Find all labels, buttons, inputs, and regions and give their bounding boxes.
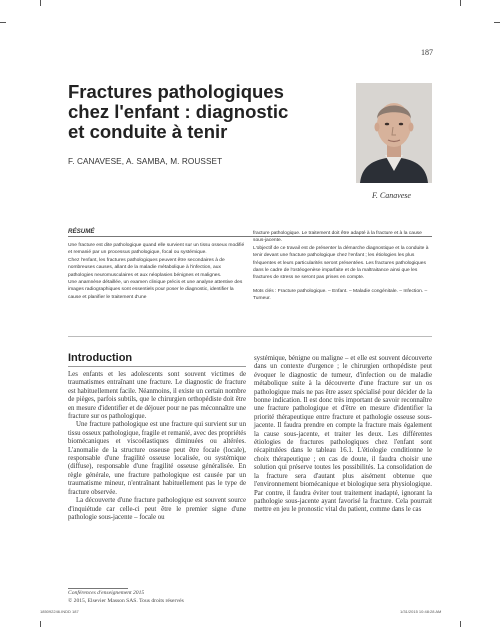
section-divider — [68, 366, 246, 367]
crop-mark — [40, 621, 41, 627]
abstract-heading: RÉSUMÉ — [68, 228, 95, 235]
footer-divider — [68, 588, 128, 589]
crop-mark — [494, 22, 500, 23]
abstract-bottom-divider — [68, 336, 432, 337]
crop-mark — [460, 621, 461, 627]
title-line: et conduite à tenir — [68, 121, 228, 142]
author-photo — [356, 83, 432, 183]
abstract-right-column — [253, 230, 431, 303]
print-slug-date: 1/31/2015 10:48:28 AM — [400, 609, 442, 614]
author-list: F. CANAVESE, A. SAMBA, M. ROUSSET — [68, 157, 223, 166]
footer-copyright: © 2015, Elsevier Masson SAS. Tous droits réservés — [68, 598, 184, 604]
body-right-column — [254, 355, 432, 515]
body-paragraph: systémique, bénigne ou maligne – et elle est souvent découverte dans un contexte d'urgence ; le chirurgien orthopédiste peut évoquer le diagnostic de tumeur, d'infection ou de maladie métabolique suite à la découverte d'une fracture sur un os pathologique mais ne pas être assez spécialisé pour décider de la bonne indication. Il est donc très important de savoir reconnaître une fracture pathologique et d'être en mesure d'identifier la priorité thérapeutique entre fracture et pathologie osseuse sous-jacente. Il faudra prendre en compte la fracture mais également la cause sous-jacente, et traiter les deux. Les différentes étiologies de fractures pathologiques chez l'enfant sont récapitulées dans le tableau 16.1. L'étiologie conditionne le choix thérapeutique ; en cas de doute, il faudra choisir une solution qui préserve toutes les possibilités. La consolidation de la fracture sera d'autant plus aisément obtenue que l'environnement biomécanique et biologique sera physiologique. Par contre, il faudra éviter tout traitement inadapté, ignorant la pathologie sous-jacente ayant favorisé la fracture. Cela pourrait mettre en jeu le pronostic vital du patient, comme dans le cas — [254, 355, 432, 514]
body-paragraph: Une fracture pathologique est une fracture qui survient sur un tissu osseux pathologique, fragile et remanié, avec des propriétés biomécaniques et viscoélastiques diminuées ou altérées. L'anomalie de la structure osseuse peut être focale (locale), responsable d'une fragilité osseuse localisée, ou systémique (diffuse), responsable d'une fragilité osseuse généralisée. En règle générale, une fracture pathologique est causée par un traumatisme mineur, n'entraînant habituellement pas le type de fracture observée. — [68, 421, 246, 496]
abstract-paragraph: L'objectif de ce travail est de présenter la démarche diagnostique et la conduite à tenir devant une fracture pathologique chez l'enfant ; les étiologies les plus fréquentes et leurs particularités seront présentées. Les fractures pathologiques dans le cadre de l'ostéogenèse imparfaite et de la maltraitance ainsi que les fractures de stress ne seront pas prises en compte. — [253, 245, 429, 281]
page-number: 187 — [421, 48, 433, 57]
crop-mark — [40, 0, 41, 6]
title-line: Fractures pathologiques — [68, 81, 284, 102]
abstract-paragraph: Une fracture est dite pathologique quand elle survient sur un tissu osseux modifié et remanié par un processus pathologique, focal ou systémique. — [68, 243, 245, 256]
body-paragraph: Les enfants et les adolescents sont souvent victimes de traumatismes entraînant une fracture. Le diagnostic de fracture est habituellement facile. Néanmoins, il existe un certain nombre de pièges, parfois subtils, que le chirurgien orthopédiste doit être en mesure d'identifier et de déjouer pour ne pas méconnaître une fracture sur os pathologique. — [68, 371, 246, 421]
article-title — [68, 82, 368, 142]
abstract-paragraph: Une anamnèse détaillée, un examen clinique précis et une analyse attentive des images radiographiques sont essentiels pour poser le diagnostic, identifier la cause et planifier le traitement d'une — [68, 280, 243, 300]
title-line: chez l'enfant : diagnostic — [68, 101, 289, 122]
section-heading-introduction: Introduction — [68, 352, 133, 364]
keywords: Mots clés : Fracture pathologique. – Enfant. – Maladie congénitale. – Infection. – Tumeur. — [253, 288, 428, 302]
abstract-paragraph: Chez l'enfant, les fractures pathologiques peuvent être secondaires à de nombreuses causes, allant de la maladie métabolique à l'infection, aux pathologies neuromusculaires et aux néoplasies bénignes et malignes. — [68, 257, 225, 278]
footer-journal: Conférences d'enseignement 2015 — [68, 590, 145, 596]
body-paragraph: La découverte d'une fracture pathologique est souvent source d'inquiétude car celle-ci peut être le premier signe d'une pathologie sous-jacente – focale ou — [68, 497, 246, 521]
photo-caption: F. Canavese — [372, 191, 411, 200]
body-left-column — [68, 371, 246, 522]
abstract-left-column — [68, 242, 246, 301]
print-slug-file: 185092246.INDD 187 — [40, 609, 79, 614]
crop-mark — [460, 0, 461, 6]
crop-mark — [0, 22, 6, 23]
author-portrait — [356, 83, 432, 183]
abstract-paragraph: fracture pathologique. Le traitement doit être adapté à la fracture et à la cause sous-jacente. — [253, 231, 422, 244]
